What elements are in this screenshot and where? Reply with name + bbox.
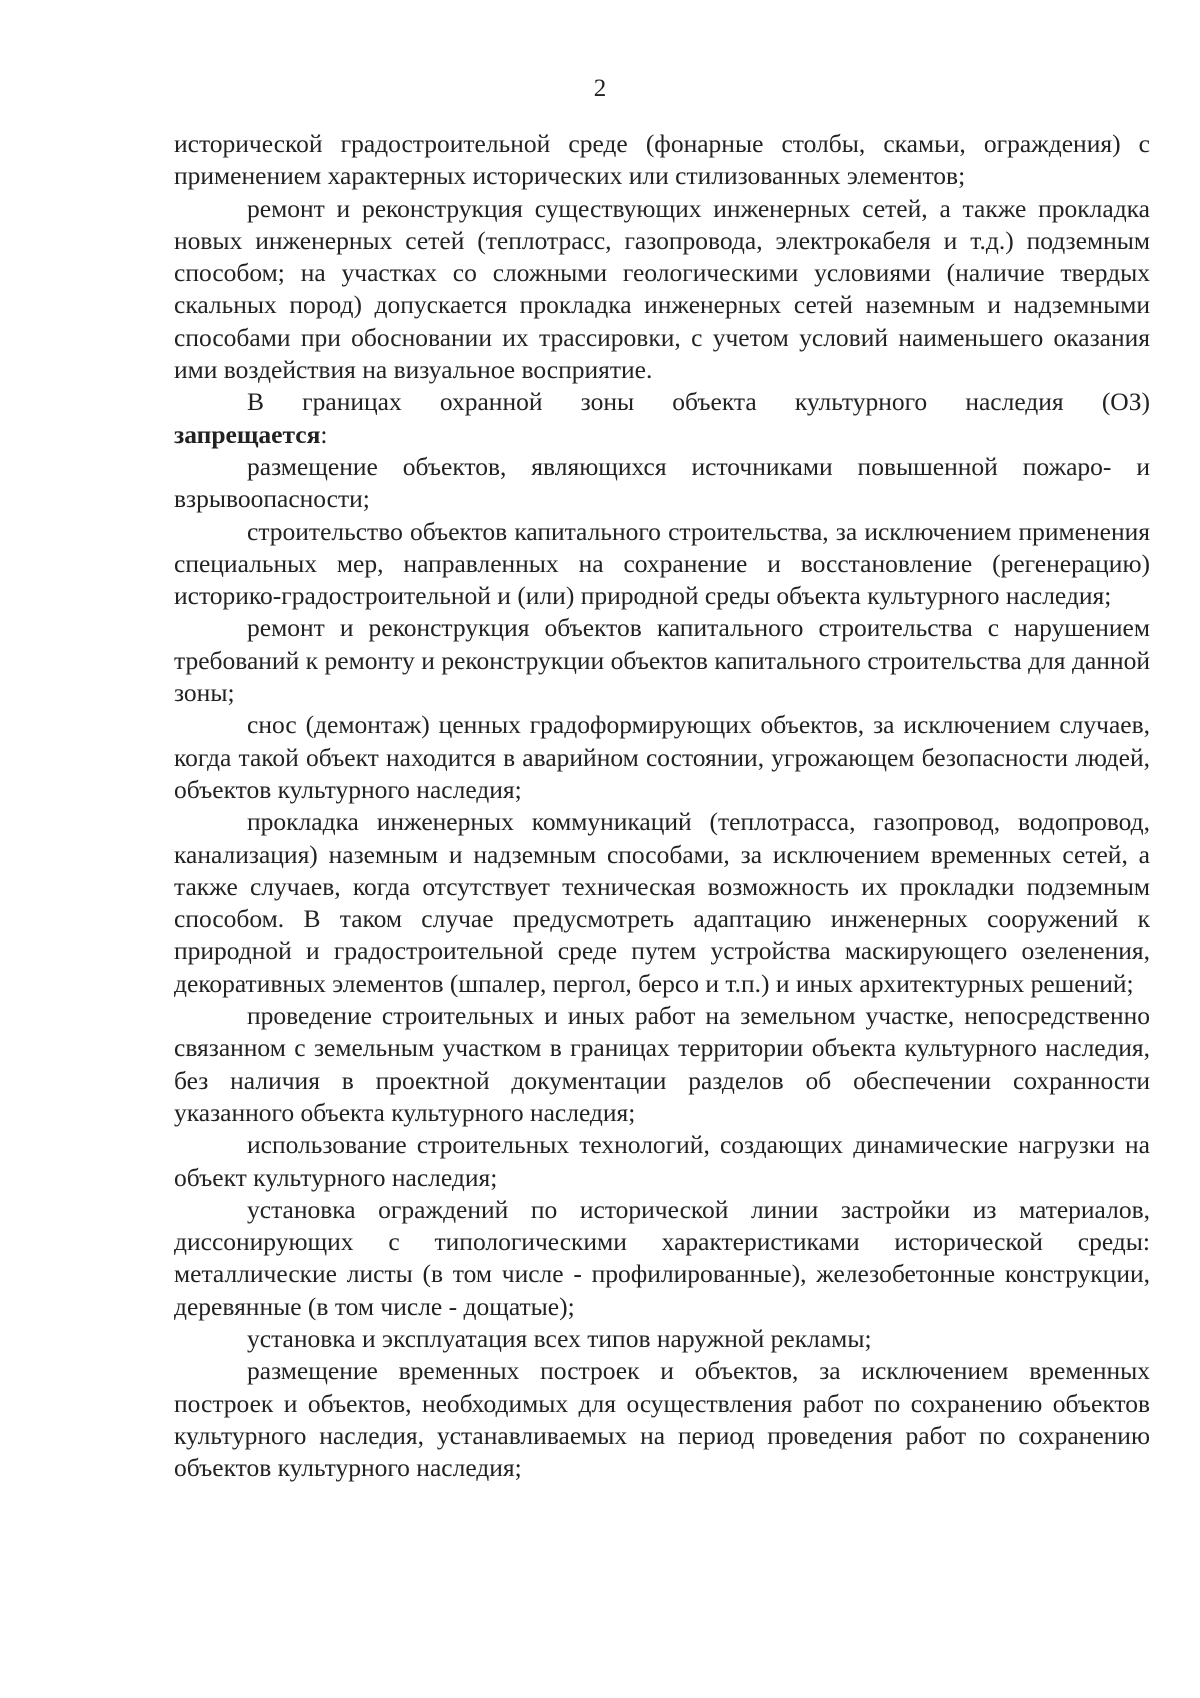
document-body <box>174 128 1150 1484</box>
prohibited-item: использование строительных технологий, создающих динамические нагрузки на объект культурного наследия; <box>174 1130 1150 1192</box>
prohibition-colon: : <box>320 419 328 449</box>
prohibition-heading <box>174 419 1150 451</box>
prohibited-item: прокладка инженерных коммуникаций (теплотрасса, газопровод, водопровод, канализация) наземным и надземным способами, за исключением временных сетей, а также случаев, когда отсутствует техническая возможность их прокладки подземным способом. В таком случае предусмотреть адаптацию инженерных сооружений к природной и градостроительной среде путем устройства маскирующего озеленения, декоративных элементов (шпалер, пергол, берсо и т.п.) и иных архитектурных решений; <box>174 807 1150 998</box>
page-number: 2 <box>593 75 607 102</box>
prohibition-intro <box>174 386 1150 418</box>
prohibited-item: снос (демонтаж) ценных градоформирующих объектов, за исключением случаев, когда такой объект находится в аварийном состоянии, угрожающем безопасности людей, объектов культурного наследия; <box>174 710 1150 804</box>
prohibited-item: установка и эксплуатация всех типов наружной рекламы; <box>247 1323 872 1353</box>
prohibited-item: установка ограждений по исторической линии застройки из материалов, диссонирующих с типологическими характеристиками исторической среды: металлические листы (в том числе - профилированные), железобетонные конструкции, деревянные (в том числе - дощатые); <box>174 1194 1150 1321</box>
paragraph-continuation: исторической градостроительной среде (фонарные столбы, скамьи, ограждения) с применением характерных исторических или стилизованных элементов; <box>174 129 1150 191</box>
prohibited-item: размещение объектов, являющихся источниками повышенной пожаро- и взрывоопасности; <box>174 451 1150 514</box>
prohibited-item: размещение временных построек и объектов, за исключением временных построек и объектов, необходимых для осуществления работ по сохранению объектов культурного наследия, устанавливаемых на период проведения работ по сохранению объектов культурного наследия; <box>174 1356 1150 1483</box>
prohibition-intro-text: В границах охранной зоны объекта культурного наследия (ОЗ) <box>247 387 1150 417</box>
prohibited-item: проведение строительных и иных работ на земельном участке, непосредственно связанном с земельным участком в границах территории объекта культурного наследия, без наличия в проектной документации разделов об обеспечении сохранности указанного объекта культурного наследия; <box>174 1001 1150 1127</box>
prohibited-item: строительство объектов капитального строительства, за исключением применения специальных мер, направленных на сохранение и восстановление (регенерацию) историко-градостроительной и (или) природной среды объекта культурного наследия; <box>174 516 1150 611</box>
prohibition-keyword: запрещается <box>174 419 321 449</box>
paragraph-engineering-networks: ремонт и реконструкция существующих инженерных сетей, а также прокладка новых инженерных сетей (теплотрасс, газопровода, электрокабеля и т.д.) подземным способом; на участках со сложными геологическими условиями (наличие твердых скальных пород) допускается прокладка инженерных сетей наземным и надземными способами при обосновании их трассировки, с учетом условий наименьшего оказания ими воздействия на визуальное восприятие. <box>174 193 1150 385</box>
prohibited-item: ремонт и реконструкция объектов капитального строительства с нарушением требований к ремонту и реконструкции объектов капитального строительства для данной зоны; <box>174 613 1150 708</box>
